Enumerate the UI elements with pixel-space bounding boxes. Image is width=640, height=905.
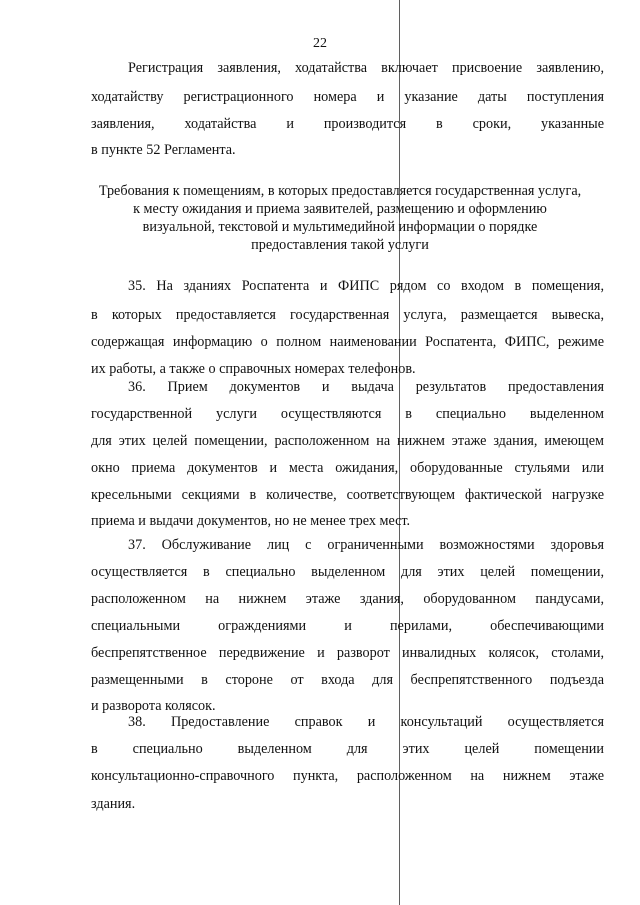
text-line: государственной услуги осуществляются в специально выделенном bbox=[91, 406, 604, 422]
text-line: и разворота колясок. bbox=[91, 698, 216, 714]
text-line: 38. Предоставление справок и консультаций осуществляется bbox=[128, 714, 604, 730]
text-line: ходатайству регистрационного номера и указание даты поступления bbox=[91, 89, 604, 105]
text-line: в специально выделенном для этих целей помещении bbox=[91, 741, 604, 757]
text-line: их работы, а также о справочных номерах телефонов. bbox=[91, 361, 416, 377]
text-line: размещенными в стороне от входа для беспрепятственного подъезда bbox=[91, 672, 604, 688]
text-line: в которых предоставляется государственная услуга, размещается вывеска, bbox=[91, 307, 604, 323]
text-line: Регистрация заявления, ходатайства включает присвоение заявлению, bbox=[128, 60, 604, 76]
text-line: осуществляется в специально выделенном для этих целей помещении, bbox=[91, 564, 604, 580]
text-line: окно приема документов и места ожидания, оборудованные стульями или bbox=[91, 460, 604, 476]
text-line: расположенном на нижнем этаже здания, оборудованном пандусами, bbox=[91, 591, 604, 607]
text-line: специальными ограждениями и перилами, обеспечивающими bbox=[91, 618, 604, 634]
text-line: кресельными секциями в количестве, соответствующем фактической нагрузке bbox=[91, 487, 604, 503]
text-line: консультационно-справочного пункта, расположенном на нижнем этаже bbox=[91, 768, 604, 784]
text-line: приема и выдачи документов, но не менее трех мест. bbox=[91, 513, 411, 529]
heading-line: предоставления такой услуги bbox=[251, 237, 429, 253]
text-line: 37. Обслуживание лиц с ограниченными возможностями здоровья bbox=[128, 537, 604, 553]
text-line: заявления, ходатайства и производится в сроки, указанные bbox=[91, 116, 604, 132]
text-line: для этих целей помещении, расположенном на нижнем этаже здания, имеющем bbox=[91, 433, 604, 449]
text-line: здания. bbox=[91, 796, 136, 812]
text-line: 36. Прием документов и выдача результатов предоставления bbox=[128, 379, 604, 395]
heading-line: к месту ожидания и приема заявителей, размещению и оформлению bbox=[133, 201, 547, 217]
text-line: в пункте 52 Регламента. bbox=[91, 142, 236, 158]
text-line: 35. На зданиях Роспатента и ФИПС рядом со входом в помещения, bbox=[128, 278, 604, 294]
text-line: содержащая информацию о полном наименовании Роспатента, ФИПС, режиме bbox=[91, 334, 604, 350]
text-line: беспрепятственное передвижение и разворот инвалидных колясок, столами, bbox=[91, 645, 604, 661]
heading-line: визуальной, текстовой и мультимедийной информации о порядке bbox=[142, 219, 538, 235]
page-number: 22 bbox=[313, 36, 327, 51]
heading-line: Требования к помещениям, в которых предоставляется государственная услуга, bbox=[98, 183, 582, 199]
